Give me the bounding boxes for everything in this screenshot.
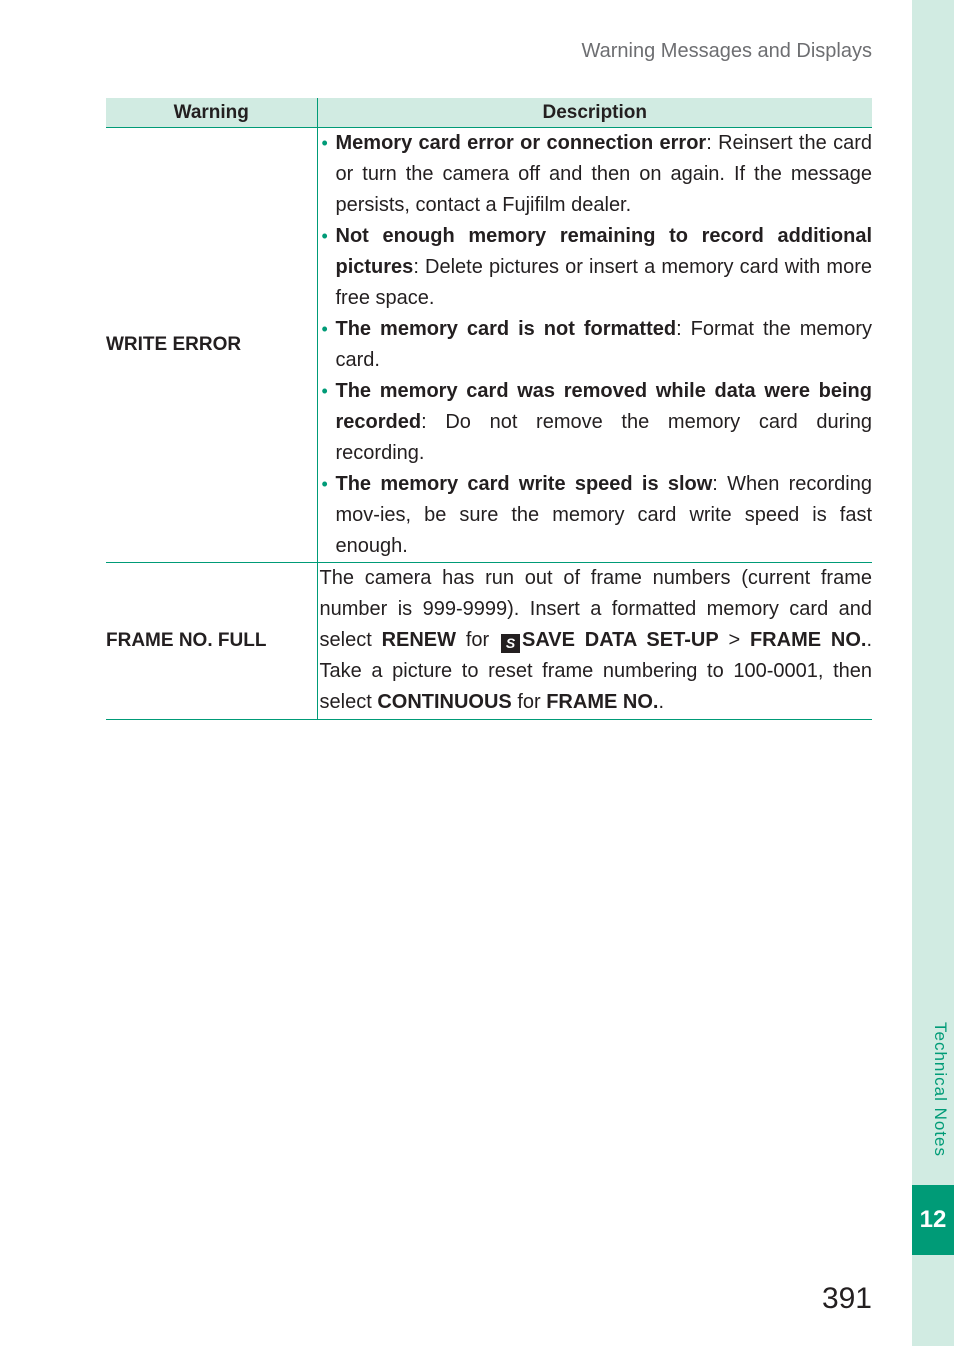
warning-description — [317, 128, 872, 563]
page-header: Warning Messages and Displays — [581, 40, 872, 62]
cause-list — [318, 128, 873, 562]
warning-name: WRITE ERROR — [106, 128, 317, 563]
warning-table — [106, 98, 872, 720]
chapter-number: 12 — [912, 1185, 954, 1255]
bullet-icon: • — [321, 226, 328, 246]
menu-frame-no: FRAME NO. — [749, 629, 867, 651]
menu-option-continuous: CONTINUOUS — [377, 691, 512, 713]
bullet-icon: • — [321, 474, 328, 494]
menu-save-data-setup: SAVE DATA SET-UP — [521, 629, 719, 651]
column-header-description: Description — [317, 98, 872, 128]
table-header-row — [106, 98, 872, 128]
bullet-icon: • — [321, 319, 328, 339]
list-item: • The memory card was removed while data were being recorded: Do not remove the memory card during recording. — [318, 376, 873, 469]
page-number: 391 — [821, 1282, 872, 1315]
column-header-warning: Warning — [106, 98, 317, 128]
bullet-icon: • — [321, 381, 328, 401]
table-row — [106, 563, 872, 720]
table-row — [106, 128, 872, 563]
warning-name: FRAME NO. FULL — [106, 563, 317, 720]
menu-frame-no: FRAME NO. — [546, 691, 659, 713]
warning-description — [317, 563, 872, 720]
save-data-setup-icon: S — [501, 634, 520, 653]
list-item: • Memory card error or connection error: Reinsert the card or turn the camera off and then on again. If the message persists, contact a Fujifilm dealer. — [318, 128, 873, 221]
description-text: The camera has run out of frame numbers (current frame number is 999-9999). Insert a formatted memory card and select RENEW for S SAVE DATA SET-UP > FRAME NO.. Take a picture to reset frame numbering to 100-0001, then select CONTINUOUS for FRAME NO.. — [319, 567, 873, 713]
list-item: • The memory card is not formatted: Format the memory card. — [318, 314, 873, 376]
list-item: • Not enough memory remaining to record additional pictures: Delete pictures or insert a memory card with more free space. — [318, 221, 873, 314]
chapter-side-tab — [912, 0, 954, 1346]
chapter-label: Technical Notes — [931, 1022, 950, 1158]
menu-option-renew: RENEW — [381, 629, 457, 651]
list-item: • The memory card write speed is slow: When recording mov-ies, be sure the memory card write speed is fast enough. — [318, 469, 873, 562]
bullet-icon: • — [321, 133, 328, 153]
